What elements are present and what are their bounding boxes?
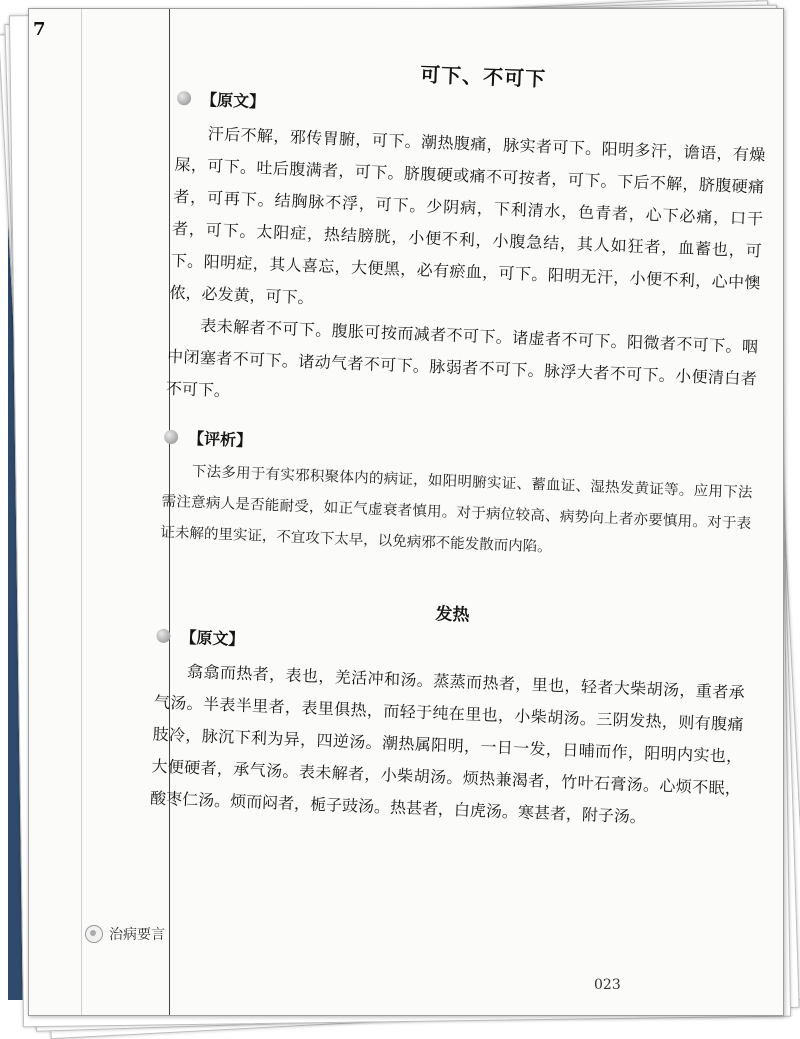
book-title: 治病要言 — [109, 927, 165, 943]
original-text-label: 【原文】 — [200, 89, 266, 112]
circle-bullet-icon — [177, 90, 192, 105]
original-paragraph: 汗后不解，邪传胃腑，可下。潮热腹痛，脉实者可下。阳明多汗，谵语，有燥屎，可下。吐后腹满者，可下。脐腹硬或痛不可按者，可下。下后不解，脐腹硬痛者，可再下。结胸脉不浮，可下。少阴病，下利清水，色青者，心下必痛，口干者，可下。太阳症，热结膀胱，小便不利，小腹急结，其人如狂者，血蓄也，可下。阳明症，其人喜忘，大便黑，必有瘀血，可下。阳明无汗，小便不利，心中懊侬，必发黄，可下。 — [169, 124, 766, 308]
corner-mark: 7 — [33, 19, 46, 40]
gutter-line — [81, 9, 82, 1015]
analysis-paragraph: 下法多用于有实邪积聚体内的病证，如阳明腑实证、蓄血证、湿热发黄证等。应用下法需注意病人是否能耐受，如正气虚衰者慎用。对于病位较高、病势向上者亦要慎用。对于表证未解的里实证，不宜攻下太早，以免病邪不能发散而内陷。 — [160, 463, 753, 556]
running-footer — [85, 924, 165, 944]
book-page — [28, 8, 784, 1016]
section-title: 发热 — [435, 604, 470, 626]
section-title: 可下、不可下 — [419, 62, 547, 92]
circle-bullet-icon — [164, 429, 179, 444]
page-content — [142, 49, 768, 1031]
book-emblem-icon — [85, 925, 103, 943]
original-text-label: 【原文】 — [180, 627, 245, 649]
circle-bullet-icon — [156, 628, 171, 643]
analysis-label: 【评析】 — [187, 428, 253, 451]
original-paragraph: 表未解者不可下。腹胀可按而减者不可下。诸虚者不可下。阳微者不可下。咽中闭塞者不可下。诸动气者不可下。脉弱者不可下。脉浮大者不可下。小便清白者不可下。 — [165, 316, 759, 401]
page-number: 023 — [594, 977, 621, 993]
original-paragraph: 翕翕而热者，表也，羌活冲和汤。蒸蒸而热者，里也，轻者大柴胡汤，重者承气汤。半表半里者，表里俱热，而轻于纯在里也，小柴胡汤。三阴发热，则有腹痛肢冷，脉沉下利为异，四逆汤。潮热属阳明，一日一发，日晡而作，阳明内实也，大便硬者，承气汤。表未解者，小柴胡汤。烦热兼渴者，竹叶石膏汤。心烦不眠，酸枣仁汤。烦而闷者，栀子豉汤。热甚者，白虎汤。寒甚者，附子汤。 — [149, 661, 746, 827]
